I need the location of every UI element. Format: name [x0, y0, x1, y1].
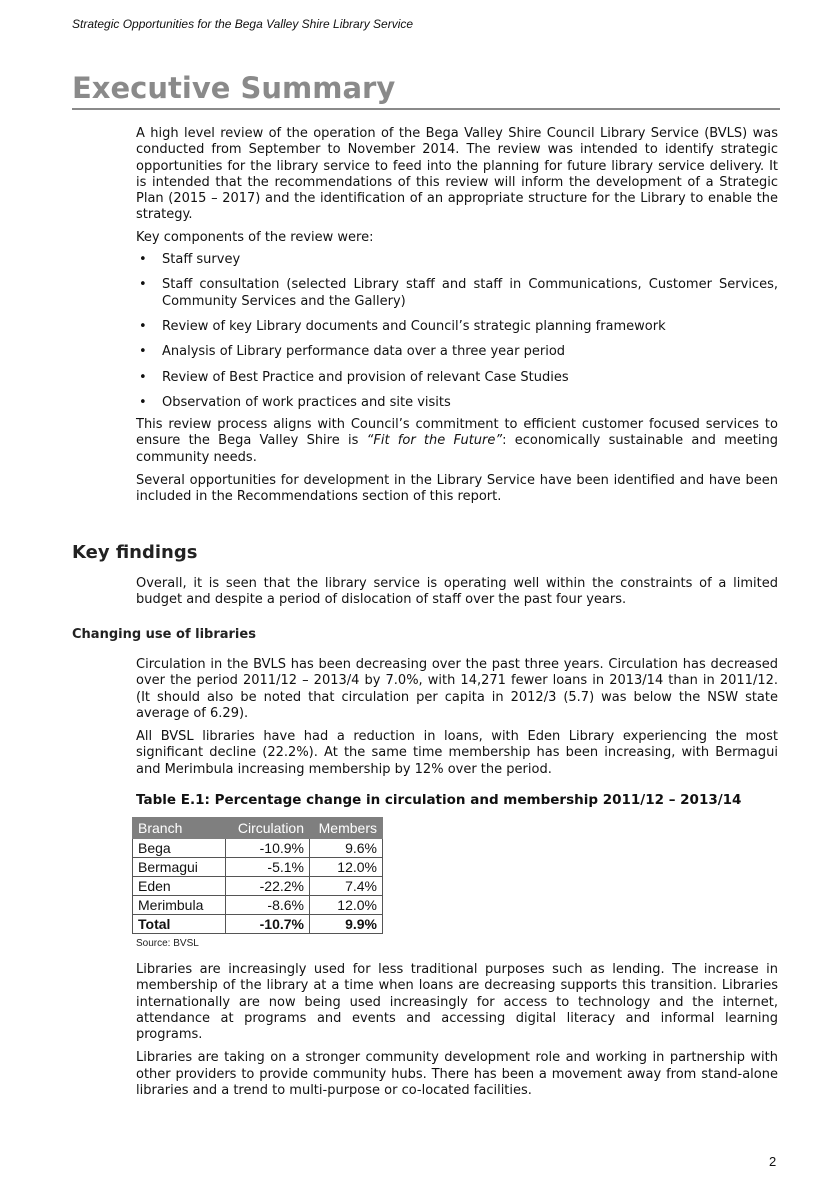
column-header-circulation: Circulation — [226, 818, 310, 839]
bullet-icon: • — [139, 318, 147, 334]
bullet-icon: • — [139, 277, 147, 293]
key-findings-heading: Key findings — [72, 542, 198, 563]
list-item: • Review of key Library documents and Council’s strategic planning framework — [139, 318, 666, 334]
circulation-cell: -8.6% — [226, 896, 310, 915]
closing-paragraph-2: Libraries are taking on a stronger community development role and working in partnership with other providers to provide community hubs. There has been a movement away from stand-alone libraries and a trend to multi-purpose or co-located facilities. — [136, 1050, 778, 1099]
changing-use-paragraph-1: Circulation in the BVLS has been decreasing over the past three years. Circulation has decreased over the period 2011/12 – 2013/4 by 7.0%, with 14,271 fewer loans in 2013/14 than in 2011/12. (It should also be noted that circulation per capita in 2012/3 (5.7) was below the NSW state average of 6.29). — [136, 657, 778, 721]
intro-paragraph-4: Several opportunities for development in the Library Service have been identified and have been included in the Recommendations section of this report. — [136, 473, 778, 505]
bullet-icon: • — [139, 369, 147, 385]
bullet-icon: • — [139, 252, 147, 268]
total-label-cell: Total — [133, 915, 226, 934]
total-circulation-cell: -10.7% — [226, 915, 310, 934]
table-header-row — [133, 818, 383, 839]
intro-paragraph-2: Key components of the review were: — [136, 229, 374, 245]
table-caption: Table E.1: Percentage change in circulation and membership 2011/12 – 2013/14 — [136, 792, 742, 808]
members-cell: 12.0% — [310, 858, 383, 877]
total-members-cell: 9.9% — [310, 915, 383, 934]
branch-cell: Merimbula — [133, 896, 226, 915]
page-number: 2 — [769, 1154, 777, 1169]
table-row — [133, 858, 383, 877]
running-header: Strategic Opportunities for the Bega Valley Shire Library Service — [72, 17, 414, 31]
list-item: • Staff survey — [139, 252, 241, 268]
bullet-icon: • — [139, 394, 147, 410]
table-row — [133, 839, 383, 858]
changing-use-paragraph-2: All BVSL libraries have had a reduction in loans, with Eden Library experiencing the most significant decline (22.2%). At the same time membership has been increasing, with Bermagui and Merimbula increasing membership by 12% over the period. — [136, 729, 778, 777]
branch-cell: Eden — [133, 877, 226, 896]
list-item: • Analysis of Library performance data over a three year period — [139, 344, 566, 360]
table-total-row — [133, 915, 383, 934]
table-row — [133, 877, 383, 896]
closing-paragraph-1: Libraries are increasingly used for less traditional purposes such as lending. The increase in membership of the library at a time when loans are decreasing supports this transition. Libraries internationally are now being used increasingly for access to technology and the internet, attendance at programs and events and accessing digital literacy and informal learning programs. — [136, 962, 778, 1043]
circulation-cell: -10.9% — [226, 839, 310, 858]
key-findings-paragraph: Overall, it is seen that the library service is operating well within the constraints of a limited budget and despite a period of dislocation of staff over the past four years. — [136, 576, 778, 608]
members-cell: 9.6% — [310, 839, 383, 858]
column-header-members: Members — [310, 818, 383, 839]
branch-cell: Bermagui — [133, 858, 226, 877]
intro-section — [136, 126, 778, 506]
list-item: • Staff consultation (selected Library staff and staff in Communications, Customer Services, Community Services and the Gallery) — [139, 277, 778, 309]
key-findings-section — [136, 576, 778, 609]
key-components-list — [136, 252, 778, 411]
table-row — [133, 896, 383, 915]
members-cell: 7.4% — [310, 877, 383, 896]
table-source-note: Source: BVSL — [136, 938, 199, 949]
changing-use-heading: Changing use of libraries — [72, 627, 256, 642]
members-cell: 12.0% — [310, 896, 383, 915]
list-item: • Review of Best Practice and provision of relevant Case Studies — [139, 369, 569, 385]
column-header-branch: Branch — [133, 818, 226, 839]
intro-paragraph-1: A high level review of the operation of the Bega Valley Shire Council Library Service (BVLS) was conducted from September to November 2014. The review was intended to identify strategic opportunities for the library service to feed into the planning for future library service delivery. It is intended that the recommendations of this review will inform the development of a Strategic Plan (2015 – 2017) and the identification of an appropriate structure for the Library to enable the strategy. — [136, 126, 778, 223]
intro-paragraph-3: This review process aligns with Council’s commitment to efficient customer focused services to ensure the Bega Valley Shire is “Fit for the Future”: economically sustainable and meeting community needs. — [136, 417, 778, 465]
branch-cell: Bega — [133, 839, 226, 858]
circulation-cell: -22.2% — [226, 877, 310, 896]
page-title: Executive Summary — [72, 70, 780, 110]
bullet-icon: • — [139, 344, 147, 360]
closing-section — [136, 962, 778, 1099]
changing-use-section — [136, 657, 778, 778]
circulation-membership-table — [132, 817, 383, 934]
list-item: • Observation of work practices and site visits — [139, 394, 451, 410]
circulation-cell: -5.1% — [226, 858, 310, 877]
